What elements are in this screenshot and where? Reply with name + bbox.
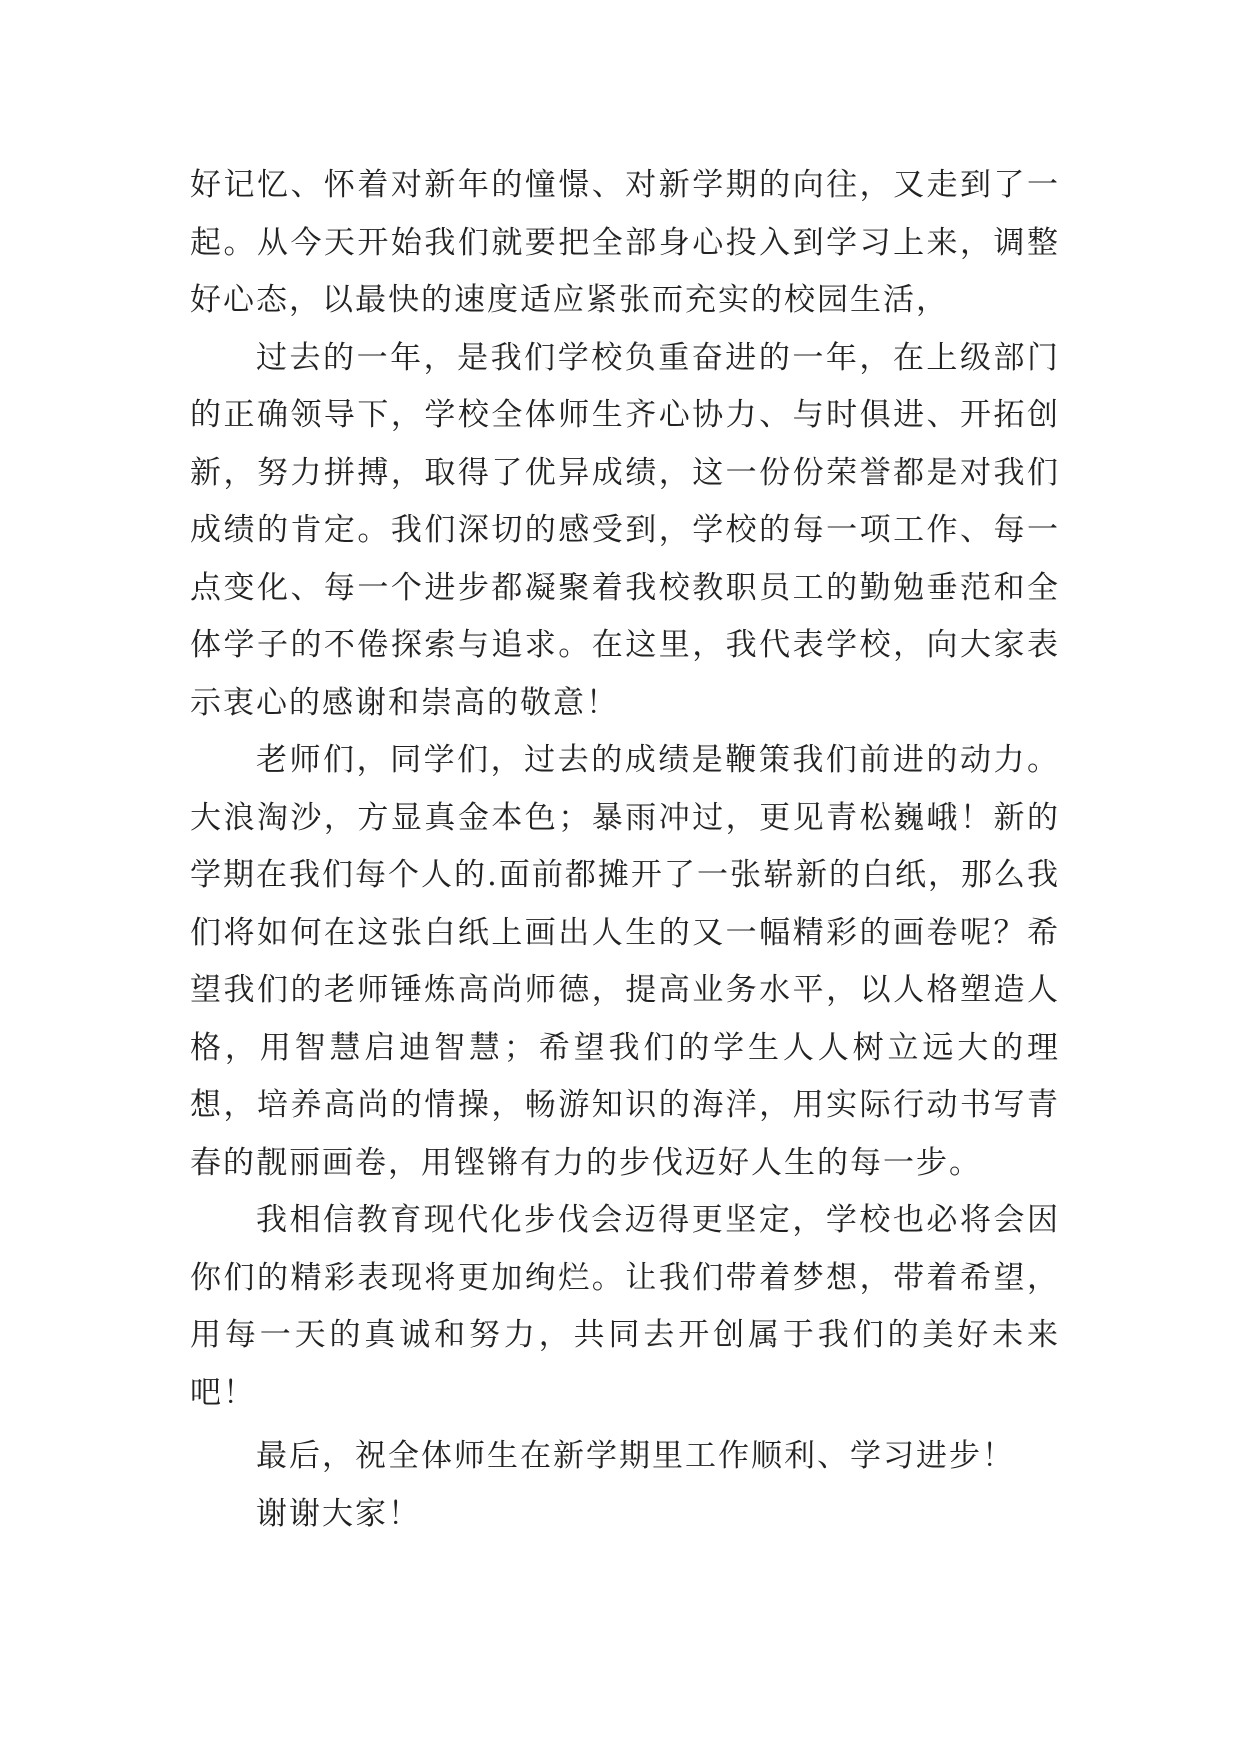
paragraph-final-wishes: 最后，祝全体师生在新学期里工作顺利、学习进步！ [256,1438,1015,1474]
paragraph-past-year: 过去的一年，是我们学校负重奋进的一年，在上级部门的正确领导下，学校全体师生齐心协力、与时俱进、开拓创新，努力拼搏，取得了优异成绩，这一份份荣誉都是对我们成绩的肯定。我们深切的感受到，学校的每一项工作、每一点变化、每一个进步都凝聚着我校教职员工的勤勉垂范和全体学子的不倦探索与追求。在这里，我代表学校，向大家表示衷心的感谢和崇高的敬意！ [190,339,1060,721]
document-body [190,157,1060,1543]
paragraph-future: 我相信教育现代化步伐会迈得更坚定，学校也必将会因你们的精彩表现将更加绚烂。让我们带着梦想，带着希望，用每一天的真诚和努力，共同去开创属于我们的美好未来吧！ [190,1202,1060,1411]
paragraph-intro-continuation: 好记忆、怀着对新年的憧憬、对新学期的向往，又走到了一起。从今天开始我们就要把全部身心投入到学习上来，调整好心态，以最快的速度适应紧张而充实的校园生活， [190,167,1060,318]
paragraph-new-semester-hopes: 老师们，同学们，过去的成绩是鞭策我们前进的动力。大浪淘沙，方显真金本色；暴雨冲过，更见青松巍峨！新的学期在我们每个人的.面前都摊开了一张崭新的白纸，那么我们将如何在这张白纸上画出人生的又一幅精彩的画卷呢？希望我们的老师锤炼高尚师德，提高业务水平，以人格塑造人格，用智慧启迪智慧；希望我们的学生人人树立远大的理想，培养高尚的情操，畅游知识的海洋，用实际行动书写青春的靓丽画卷，用铿锵有力的步伐迈好人生的每一步。 [190,742,1060,1181]
paragraph-thanks: 谢谢大家！ [256,1495,421,1532]
